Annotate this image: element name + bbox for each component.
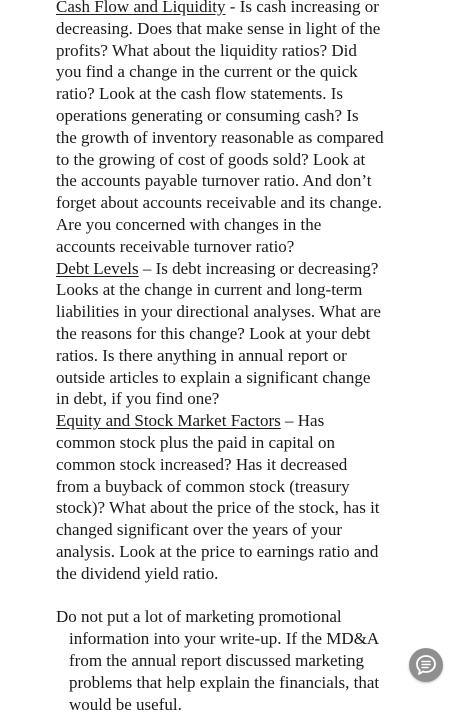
text-line: common stock increased? Has it decreased <box>56 454 448 476</box>
text-line: analysis. Look at the price to earnings ratio and <box>56 541 448 563</box>
text-line: the accounts payable turnover ratio. And don’t <box>56 170 448 192</box>
text-line: would be useful. <box>56 694 448 715</box>
text-line: the dividend yield ratio. <box>56 563 448 585</box>
note-paragraph <box>56 606 448 715</box>
section-cash-flow <box>56 0 448 258</box>
paragraph-gap <box>56 585 448 607</box>
text-line: Are you concerned with changes in the <box>56 214 448 236</box>
text-line: from the annual report discussed marketing <box>56 650 448 672</box>
text-line: the growth of inventory reasonable as compared <box>56 127 448 149</box>
text-line: you find a change in the current or the quick <box>56 61 448 83</box>
text-line: information into your write-up. If the MD&A <box>56 628 448 650</box>
text-run: – Is debt increasing or decreasing? <box>139 259 379 278</box>
text-line: stock)? What about the price of the stock, has it <box>56 497 448 519</box>
section-heading-debt-levels: Debt Levels <box>56 259 139 278</box>
text-line: problems that help explain the financials, that <box>56 672 448 694</box>
text-line: common stock plus the paid in capital on <box>56 432 448 454</box>
text-line: decreasing. Does that make sense in light of the <box>56 18 448 40</box>
text-line: forget about accounts receivable and its change. <box>56 192 448 214</box>
text-line: ratios. Is there anything in annual report or <box>56 345 448 367</box>
text-line: ratio? Look at the cash flow statements. Is <box>56 83 448 105</box>
chat-list-icon <box>415 654 437 676</box>
text-line: in debt, if you find one? <box>56 388 448 410</box>
text-line: to the growing of cost of goods sold? Look at <box>56 149 448 171</box>
document-page <box>56 0 448 715</box>
text-run: - Is cash increasing or <box>226 0 379 16</box>
text-line: the reasons for this change? Look at your debt <box>56 323 448 345</box>
text-line: Looks at the change in current and long-term <box>56 279 448 301</box>
text-run: – Has <box>281 411 324 430</box>
text-line <box>56 0 448 18</box>
text-line: operations generating or consuming cash? Is <box>56 105 448 127</box>
section-equity <box>56 410 448 584</box>
section-heading-cash-flow: Cash Flow and Liquidity <box>56 0 226 16</box>
chat-button[interactable] <box>409 648 443 682</box>
text-line: from a buyback of common stock (treasury <box>56 476 448 498</box>
text-line <box>56 410 448 432</box>
text-line: outside articles to explain a significant change <box>56 367 448 389</box>
text-line: profits? What about the liquidity ratios? Did <box>56 40 448 62</box>
section-debt-levels <box>56 258 448 411</box>
section-heading-equity: Equity and Stock Market Factors <box>56 411 281 430</box>
text-line: changed significant over the years of your <box>56 519 448 541</box>
text-line: accounts receivable turnover ratio? <box>56 236 448 258</box>
text-line: liabilities in your directional analyses. What are <box>56 301 448 323</box>
text-line: Do not put a lot of marketing promotional <box>56 606 448 628</box>
text-line <box>56 258 448 280</box>
